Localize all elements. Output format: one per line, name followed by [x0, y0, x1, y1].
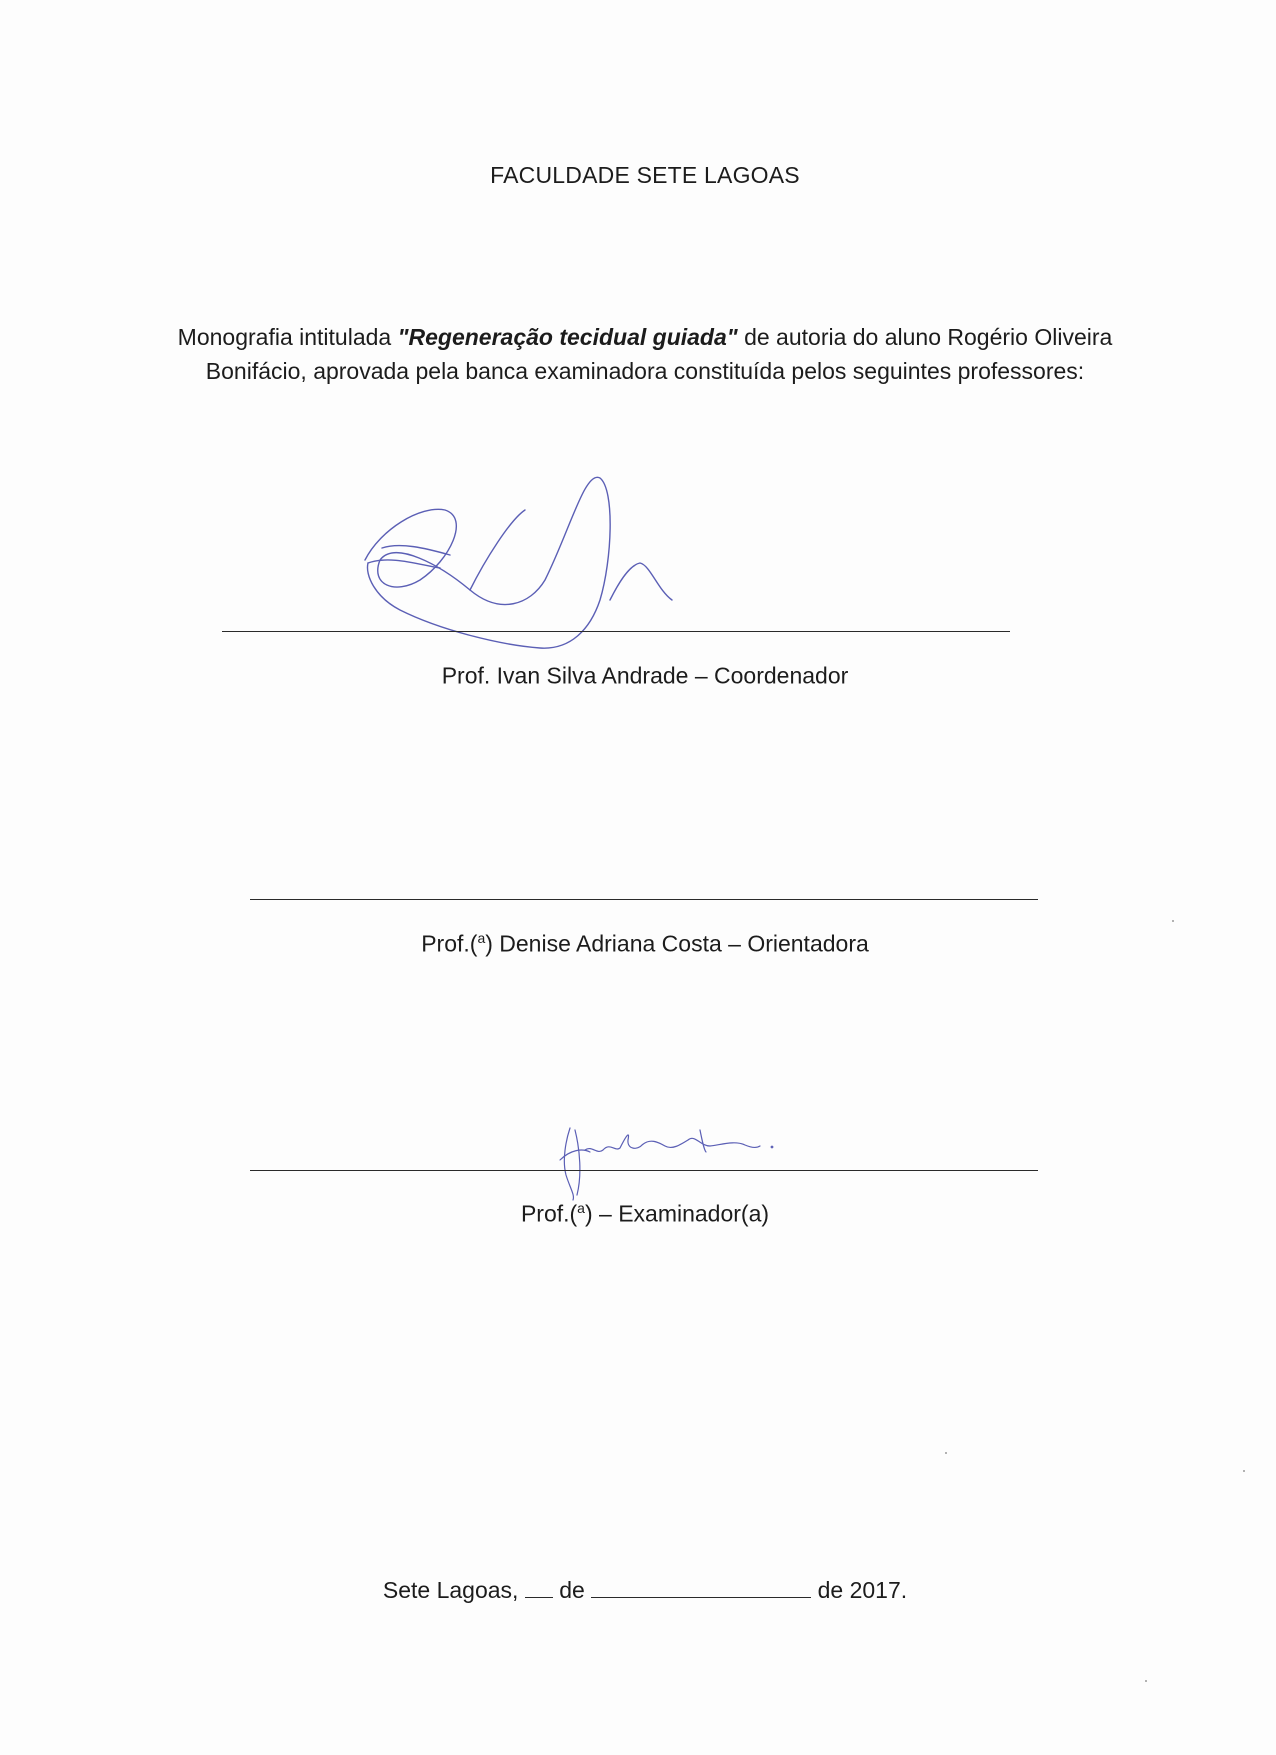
examiner-signature-line — [250, 1170, 1038, 1171]
approval-intro: Monografia intitulada — [177, 324, 398, 350]
coordinator-label: Prof. Ivan Silva Andrade – Coordenador — [441, 662, 849, 689]
scan-speck — [1145, 1680, 1147, 1682]
date-line — [0, 1577, 1276, 1604]
examiner-label: Prof.($^a$) – Examinador(a) — [520, 1200, 770, 1227]
scan-speck — [945, 1452, 947, 1454]
date-de-1: de — [559, 1577, 585, 1603]
advisor-label: Prof.($^a$) Denise Adriana Costa – Orientadora — [421, 930, 869, 957]
day-blank — [525, 1579, 553, 1598]
approval-rest: de autoria do aluno Rogério Oliveira Bonifácio, aprovada pela banca examinadora constituída pelos seguintes professores: — [205, 324, 1113, 384]
date-year: de 2017. — [817, 1577, 908, 1603]
institution-name: FACULDADE SETE LAGOAS — [490, 162, 800, 188]
date-place: Sete Lagoas, — [382, 1577, 519, 1603]
monograph-title: "Regeneração tecidual guiada" — [397, 324, 738, 350]
scan-speck — [1243, 1470, 1245, 1472]
scan-speck — [1172, 920, 1174, 922]
month-blank — [591, 1579, 811, 1598]
